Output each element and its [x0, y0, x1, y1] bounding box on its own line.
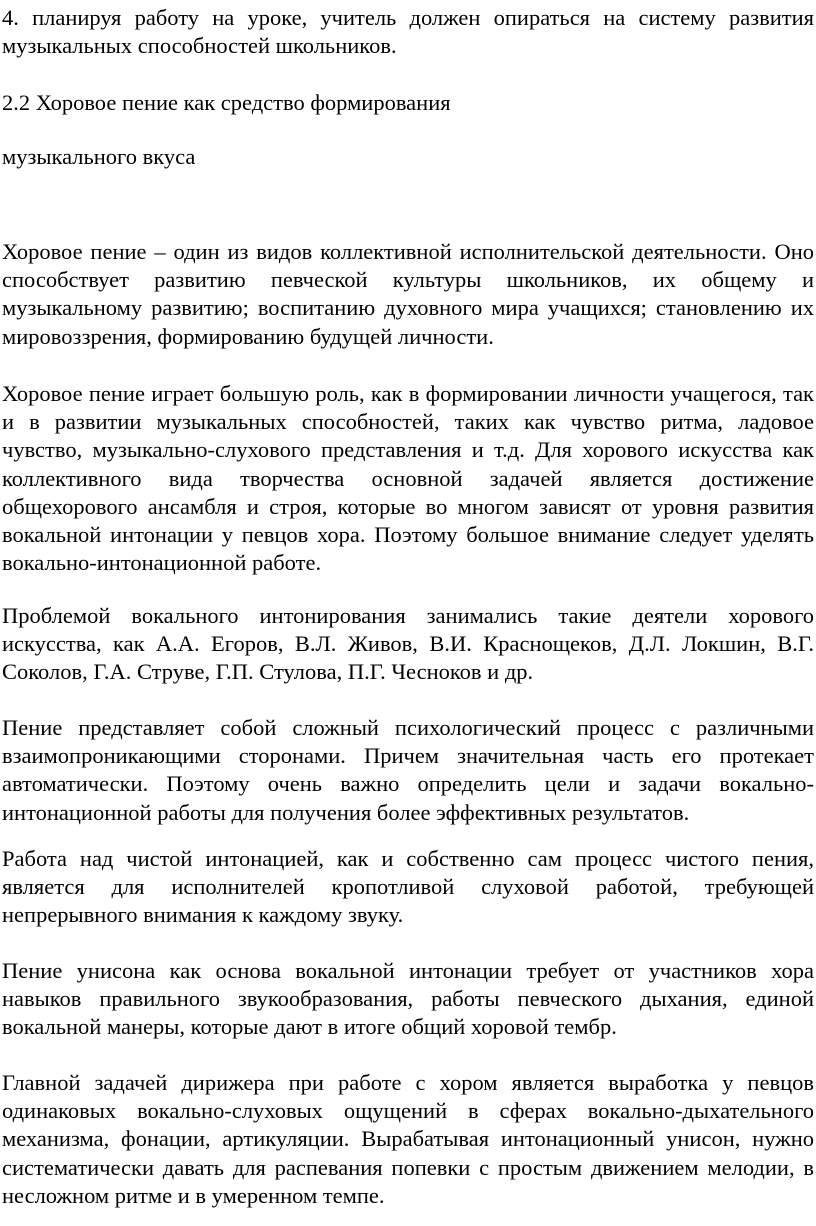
paragraph-choral-singing-intro: Хоровое пение – один из видов коллективной исполнительской деятельности. Оно способствует развитию певческой культуры школьников, их общему и музыкальному развитию; воспитанию духовного мира учащихся; становлению их мировоззрения, формированию будущей личности.: [2, 239, 814, 349]
section-heading-line-1: 2.2 Хоровое пение как средство формирования: [2, 90, 451, 115]
section-heading-line-2: музыкального вкуса: [2, 144, 196, 169]
paragraph-singing-psychological-process: Пение представляет собой сложный психологический процесс с различными взаимопроникающими сторонами. Причем значительная часть его протекает автоматически. Поэтому очень важно определить цели и задачи вокально-интонационной работы для получения более эффективных результатов.: [2, 715, 814, 825]
paragraph-pure-intonation: Работа над чистой интонацией, как и собственно сам процесс чистого пения, является для исполнителей кропотливой слуховой работой, требующей непрерывного внимания к каждому звуку.: [2, 846, 814, 928]
paragraph-vocal-intonation-researchers: Проблемой вокального интонирования занимались такие деятели хорового искусства, как А.А. Егоров, В.Л. Живов, В.И. Краснощеков, Д.Л. Локшин, В.Г. Соколов, Г.А. Струве, Г.П. Стулова, П.Г. Чесноков и др.: [2, 603, 814, 685]
intro-list-item: 4. планируя работу на уроке, учитель должен опираться на систему развития музыкальных способностей школьников.: [2, 5, 814, 59]
paragraph-choral-singing-role: Хоровое пение играет большую роль, как в формировании личности учащегося, так и в развитии музыкальных способностей, таких как чувство ритма, ладовое чувство, музыкально-слухового представления и т.д. Для хорового искусства как коллективного вида творчества основной задачей является достижение общехорового ансамбля и строя, которые во многом зависят от уровня развития вокальной интонации у певцов хора. Поэтому большое внимание следует уделять вокально-интонационной работе.: [2, 381, 814, 576]
paragraph-unison-singing: Пение унисона как основа вокальной интонации требует от участников хора навыков правильного звукообразования, работы певческого дыхания, единой вокальной манеры, которые дают в итоге общий хоровой тембр.: [2, 958, 814, 1040]
paragraph-conductor-task: Главной задачей дирижера при работе с хором является выработка у певцов одинаковых вокально-слуховых ощущений в сферах вокально-дыхательного механизма, фонации, артикуляции. Вырабатывая интонационный унисон, нужно систематически давать для распевания попевки с простым движением мелодии, в несложном ритме и в умеренном темпе.: [2, 1070, 814, 1208]
